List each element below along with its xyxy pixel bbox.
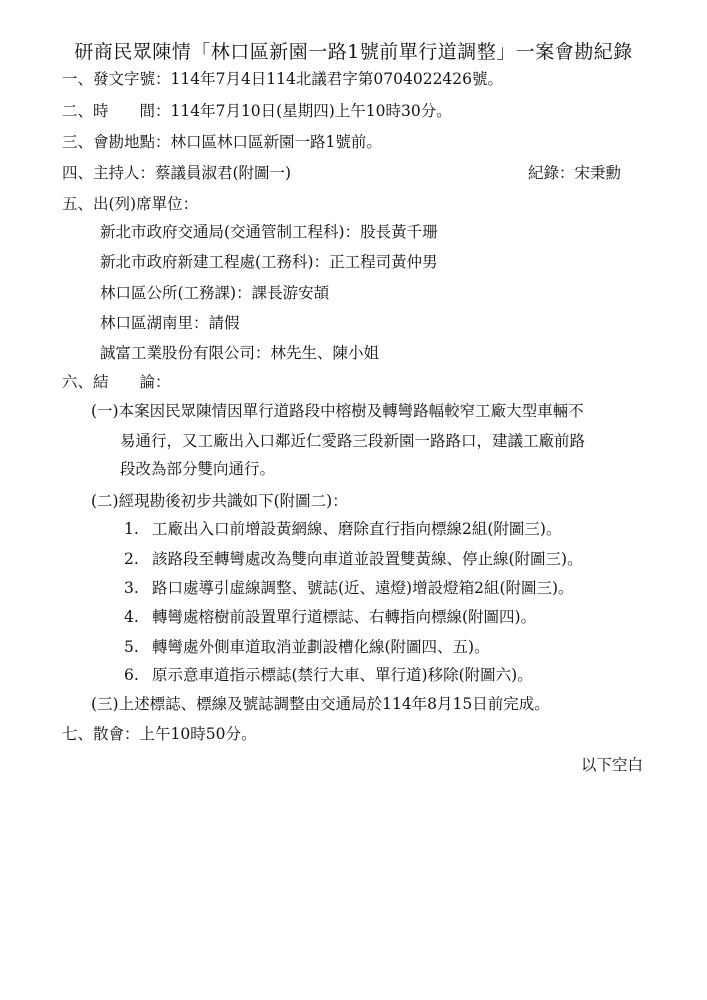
conclusion-1-line: 易通行，又工廠出入口鄰近仁愛路三段新園一路路口，建議工廠前路 bbox=[120, 432, 586, 450]
attendee-line: 誠富工業股份有限公司：林先生、陳小姐 bbox=[100, 344, 380, 362]
adjourn-line: 七、散會：上午10時50分。 bbox=[62, 725, 257, 743]
attendee-line: 林口區公所(工務課)：課長游安頡 bbox=[100, 284, 330, 302]
attendee-line: 新北市政府新建工程處(工務科)：正工程司黃仲男 bbox=[100, 253, 438, 271]
attendees-heading: 五、出(列)席單位： bbox=[62, 195, 199, 213]
conclusion-heading: 六、結 論： bbox=[62, 373, 171, 391]
consensus-item-text: 轉彎處榕樹前設置單行道標誌、右轉指向標線(附圖四)。 bbox=[152, 608, 537, 626]
consensus-item-number: 2. bbox=[124, 550, 139, 568]
attendee-line: 林口區湖南里：請假 bbox=[100, 314, 240, 332]
blank-below-note: 以下空白 bbox=[580, 756, 643, 774]
consensus-item-text: 轉彎處外側車道取消並劃設槽化線(附圖四、五)。 bbox=[152, 638, 490, 656]
conclusion-2-heading: (二)經現勘後初步共識如下(附圖二)： bbox=[91, 492, 348, 510]
consensus-item-text: 工廠出入口前增設黃網線、磨除直行指向標線2組(附圖三)。 bbox=[152, 520, 562, 538]
consensus-item-text: 該路段至轉彎處改為雙向車道並設置雙黃線、停止線(附圖三)。 bbox=[152, 550, 583, 568]
attendee-line: 新北市政府交通局(交通管制工程科)：股長黃千珊 bbox=[100, 223, 438, 241]
consensus-item bbox=[124, 637, 490, 657]
conclusion-1-line: (一)本案因民眾陳情因單行道路段中榕樹及轉彎路幅較窄工廠大型車輛不 bbox=[91, 402, 584, 420]
consensus-item-text: 路口處導引虛線調整、號誌(近、遠燈)增設燈箱2組(附圖三)。 bbox=[152, 579, 574, 597]
consensus-item-number: 4. bbox=[124, 608, 139, 626]
conclusion-3-line: (三)上述標誌、標線及號誌調整由交通局於114年8月15日前完成。 bbox=[91, 695, 550, 713]
consensus-item bbox=[124, 519, 561, 539]
host-line: 四、主持人：蔡議員淑君(附圖一) bbox=[62, 164, 292, 182]
consensus-item bbox=[124, 578, 574, 598]
document-title: 研商民眾陳情「林口區新園一路1號前單行道調整」一案會勘紀錄 bbox=[74, 41, 633, 63]
recorder-line: 紀錄：宋秉勳 bbox=[528, 164, 622, 182]
consensus-item-number: 5. bbox=[124, 638, 139, 656]
consensus-item bbox=[124, 549, 583, 569]
consensus-item-number: 1. bbox=[124, 520, 139, 538]
conclusion-1-line: 段改為部分雙向通行。 bbox=[120, 460, 276, 478]
consensus-item-text: 原示意車道指示標誌(禁行大車、單行道)移除(附圖六)。 bbox=[152, 666, 533, 684]
meeting-time-line: 二、時 間：114年7月10日(星期四)上午10時30分。 bbox=[62, 102, 452, 120]
consensus-item bbox=[124, 665, 533, 685]
meeting-place-line: 三、會勘地點：林口區林口區新園一路1號前。 bbox=[62, 133, 382, 151]
doc-number-line: 一、發文字號：114年7月4日114北議君字第0704022426號。 bbox=[62, 70, 504, 88]
consensus-item-number: 3. bbox=[124, 579, 139, 597]
consensus-item-number: 6. bbox=[124, 666, 139, 684]
consensus-item bbox=[124, 607, 536, 627]
